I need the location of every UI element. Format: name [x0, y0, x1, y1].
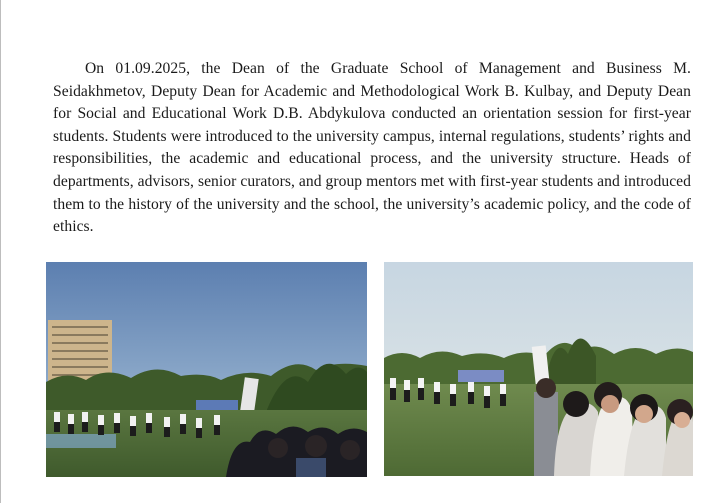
- orientation-photo-right: [384, 262, 693, 476]
- orientation-photo-left: [46, 262, 367, 477]
- orientation-paragraph: On 01.09.2025, the Dean of the Graduate School of Management and Business M. Seidakhmetov, Deputy Dean for Academic and Methodological Work B. Kulbay, and Deputy Dean for Social and Educational Work D.B. Abdykulova conducted an orientation session for first-year students. Students were introduced to the university campus, internal regulations, students’ rights and responsibilities, the academic and educational process, and the university structure. Heads of departments, advisors, senior curators, and group mentors met with first-year students and introduced them to the history of the university and the school, the university’s academic policy, and the code of ethics.: [53, 60, 691, 236]
- page-left-border: [0, 0, 1, 503]
